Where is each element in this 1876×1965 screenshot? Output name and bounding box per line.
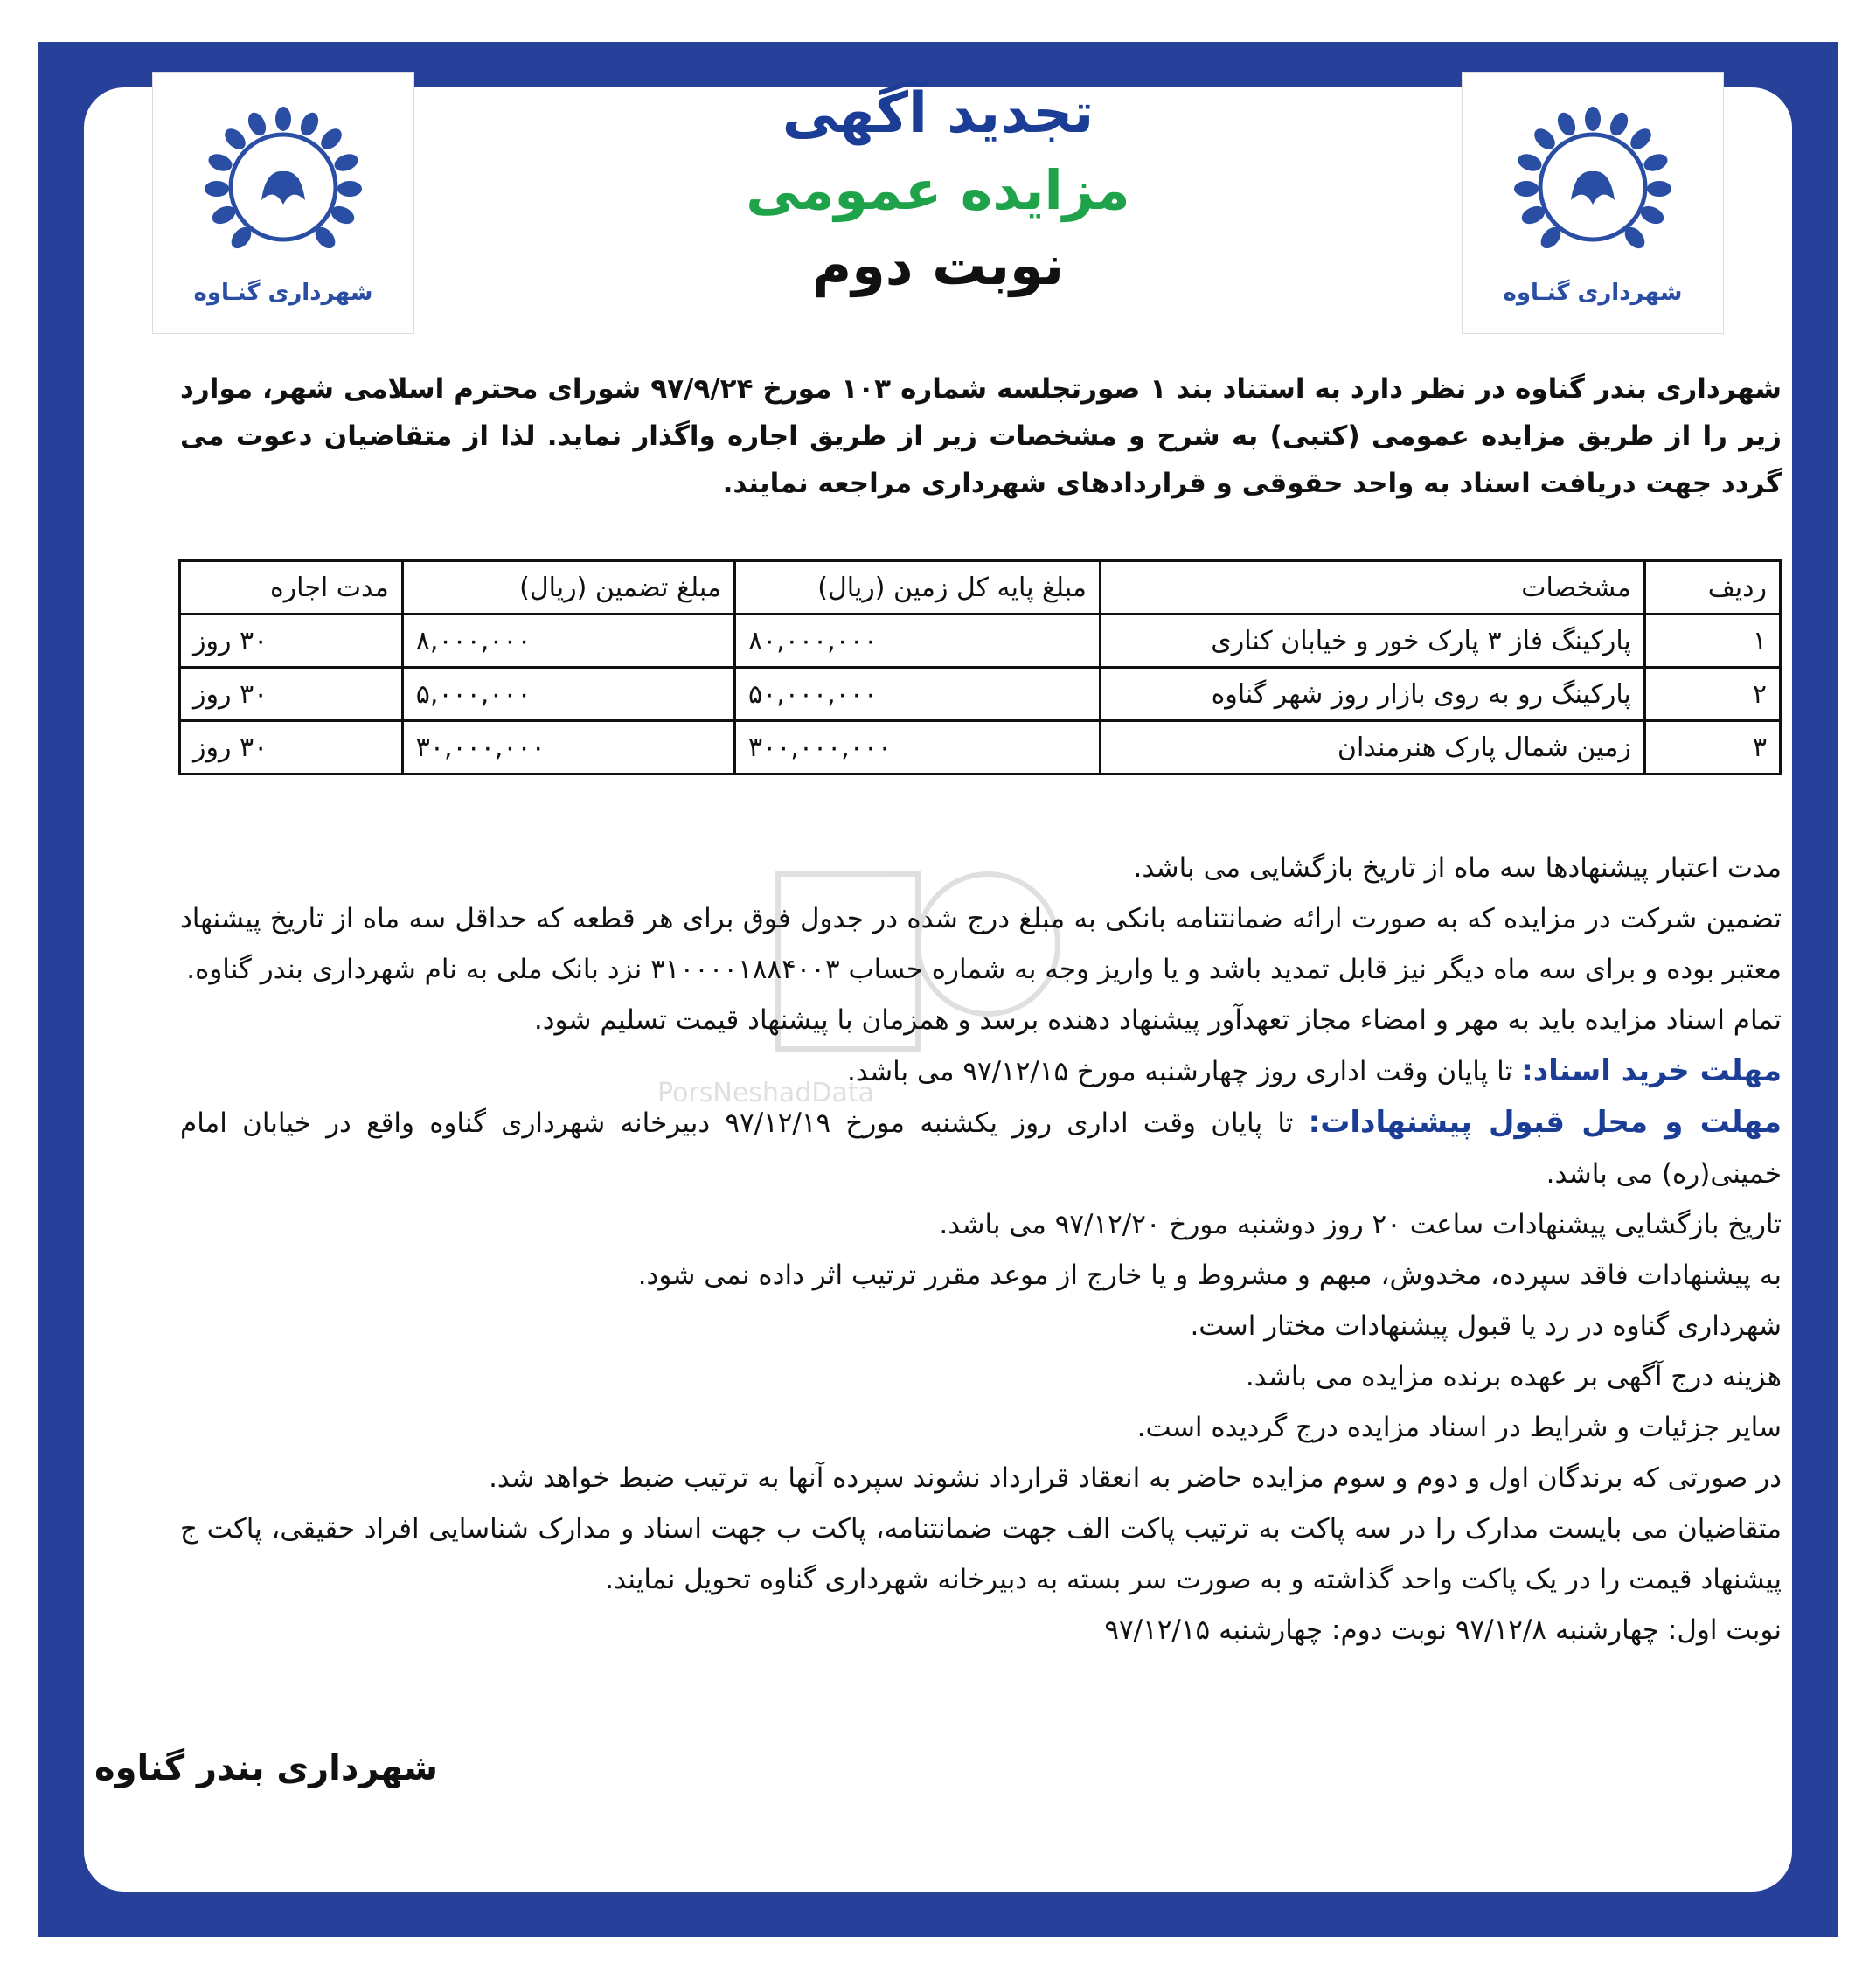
table-row	[180, 721, 1781, 774]
logo-caption: شهرداری گنـاوه	[193, 280, 373, 306]
cell-index: ۳	[1644, 721, 1780, 774]
condition-invalid-offers: به پیشنهادات فاقد سپرده، مخدوش، مبهم و مشروط و یا خارج از موعد مقرر ترتیب اثر داده نمی شود.	[637, 1260, 1782, 1291]
logo-caption: شهرداری گنـاوه	[1503, 280, 1683, 306]
table-row	[180, 614, 1781, 668]
purchase-deadline-text: تا پایان وقت اداری روز چهارشنبه مورخ ۹۷/۱۲/۱۵ می باشد.	[846, 1056, 1522, 1087]
header-guarantee: مبلغ تضمین (ریال)	[402, 561, 734, 614]
submission-deadline-text: تا پایان وقت اداری روز یکشنبه مورخ ۹۷/۱۲/۱۹ دبیرخانه شهرداری گناوه واقع در خیابان امام خمینی(ره) می باشد.	[180, 1107, 1782, 1190]
condition-validity: مدت اعتبار پیشنهادها سه ماه از تاریخ بازگشایی می باشد.	[1133, 852, 1782, 884]
condition-other-details: سایر جزئیات و شرایط در اسناد مزایده درج گردیده است.	[1136, 1412, 1782, 1443]
header-description: مشخصات	[1101, 561, 1645, 614]
cell-guarantee: ۳۰,۰۰۰,۰۰۰	[402, 721, 734, 774]
condition-documents-seal: تمام اسناد مزایده باید به مهر و امضاء مجاز تعهدآور پیشنهاد دهنده برسد و همزمان با پیشنهاد قیمت تسلیم شود.	[533, 1004, 1782, 1036]
table-row	[180, 668, 1781, 721]
cell-duration: ۳۰ روز	[180, 721, 403, 774]
purchase-deadline-label: مهلت خرید اسناد:	[1521, 1053, 1782, 1088]
header-base-price: مبلغ پایه کل زمین (ریال)	[735, 561, 1101, 614]
condition-submission-deadline	[180, 1097, 1782, 1199]
title-public-auction: مزایده عمومی	[746, 158, 1130, 222]
cell-base-price: ۳۰۰,۰۰۰,۰۰۰	[735, 721, 1101, 774]
cell-duration: ۳۰ روز	[180, 614, 403, 668]
submission-deadline-label: مهلت و محل قبول پیشنهادات:	[1308, 1105, 1782, 1140]
condition-rights: شهرداری گناوه در رد یا قبول پیشنهادات مختار است.	[1190, 1310, 1782, 1342]
condition-guarantee: تضمین شرکت در مزایده که به صورت ارائه ضمانتنامه بانکی به مبلغ درج شده در جدول فوق برای هر قطعه که حداقل سه ماه از تاریخ پیشنهاد معتبر بوده و برای سه ماه دیگر نیز قابل تمدید باشد و یا واریز وجه به شماره حساب ۳۱۰۰۰۰۱۸۸۴۰۰۳ نزد بانک ملی به نام شهرداری بندر گناوه.	[180, 903, 1782, 985]
cell-duration: ۳۰ روز	[180, 668, 403, 721]
title-second-round: نوبت دوم	[811, 233, 1065, 297]
condition-forfeit: در صورتی که برندگان اول و دوم و سوم مزایده حاضر به انعقاد قرارداد نشوند سپرده آنها به ترتیب ضبط خواهد شد.	[489, 1462, 1782, 1494]
cell-description: پارکینگ فاز ۳ پارک خور و خیابان کناری	[1101, 614, 1645, 668]
condition-opening-date: تاریخ بازگشایی پیشنهادات ساعت ۲۰ روز دوشنبه مورخ ۹۷/۱۲/۲۰ می باشد.	[939, 1209, 1782, 1240]
intro-paragraph: شهرداری بندر گناوه در نظر دارد به استناد بند ۱ صورتجلسه شماره ۱۰۳ مورخ ۹۷/۹/۲۴ شورای محترم اسلامی شهر، موارد زیر را از طریق مزایده عمومی (کتبی) به شرح و مشخصات زیر از طریق اجاره واگذار نماید. لذا از متقاضیان دعوت می گردد جهت دریافت اسناد به واحد حقوقی و قراردادهای شهرداری مراجعه نمایند.	[180, 373, 1782, 499]
condition-ad-cost: هزینه درج آگهی بر عهده برنده مزایده می باشد.	[1245, 1361, 1782, 1392]
cell-index: ۱	[1644, 614, 1780, 668]
title-renewal: تجدید آگهی	[782, 81, 1094, 146]
publication-dates: نوبت اول: چهارشنبه ۹۷/۱۲/۸ نوبت دوم: چهارشنبه ۹۷/۱۲/۱۵	[1104, 1614, 1782, 1646]
cell-description: پارکینگ رو به روی بازار روز شهر گناوه	[1101, 668, 1645, 721]
header-index: ردیف	[1644, 561, 1780, 614]
condition-envelopes: متقاضیان می بایست مدارک را در سه پاکت به ترتیب پاکت الف جهت ضمانتنامه، پاکت ب جهت اسناد و مدارک شناسایی افراد حقیقی، پاکت ج پیشنهاد قیمت را در یک پاکت واحد گذاشته و به صورت سر بسته به دبیرخانه شهرداری گناوه تحویل نمایند.	[180, 1513, 1782, 1595]
condition-purchase-deadline	[180, 1045, 1782, 1097]
signature: شهرداری بندر گناوه	[94, 1748, 438, 1788]
header-duration: مدت اجاره	[180, 561, 403, 614]
cell-guarantee: ۵,۰۰۰,۰۰۰	[402, 668, 734, 721]
cell-guarantee: ۸,۰۰۰,۰۰۰	[402, 614, 734, 668]
cell-base-price: ۸۰,۰۰۰,۰۰۰	[735, 614, 1101, 668]
cell-index: ۲	[1644, 668, 1780, 721]
notice-titles	[0, 75, 1876, 302]
conditions-section	[180, 843, 1782, 1656]
table-header-row	[180, 561, 1781, 614]
cell-description: زمین شمال پارک هنرمندان	[1101, 721, 1645, 774]
auction-items-table	[178, 559, 1782, 775]
cell-base-price: ۵۰,۰۰۰,۰۰۰	[735, 668, 1101, 721]
